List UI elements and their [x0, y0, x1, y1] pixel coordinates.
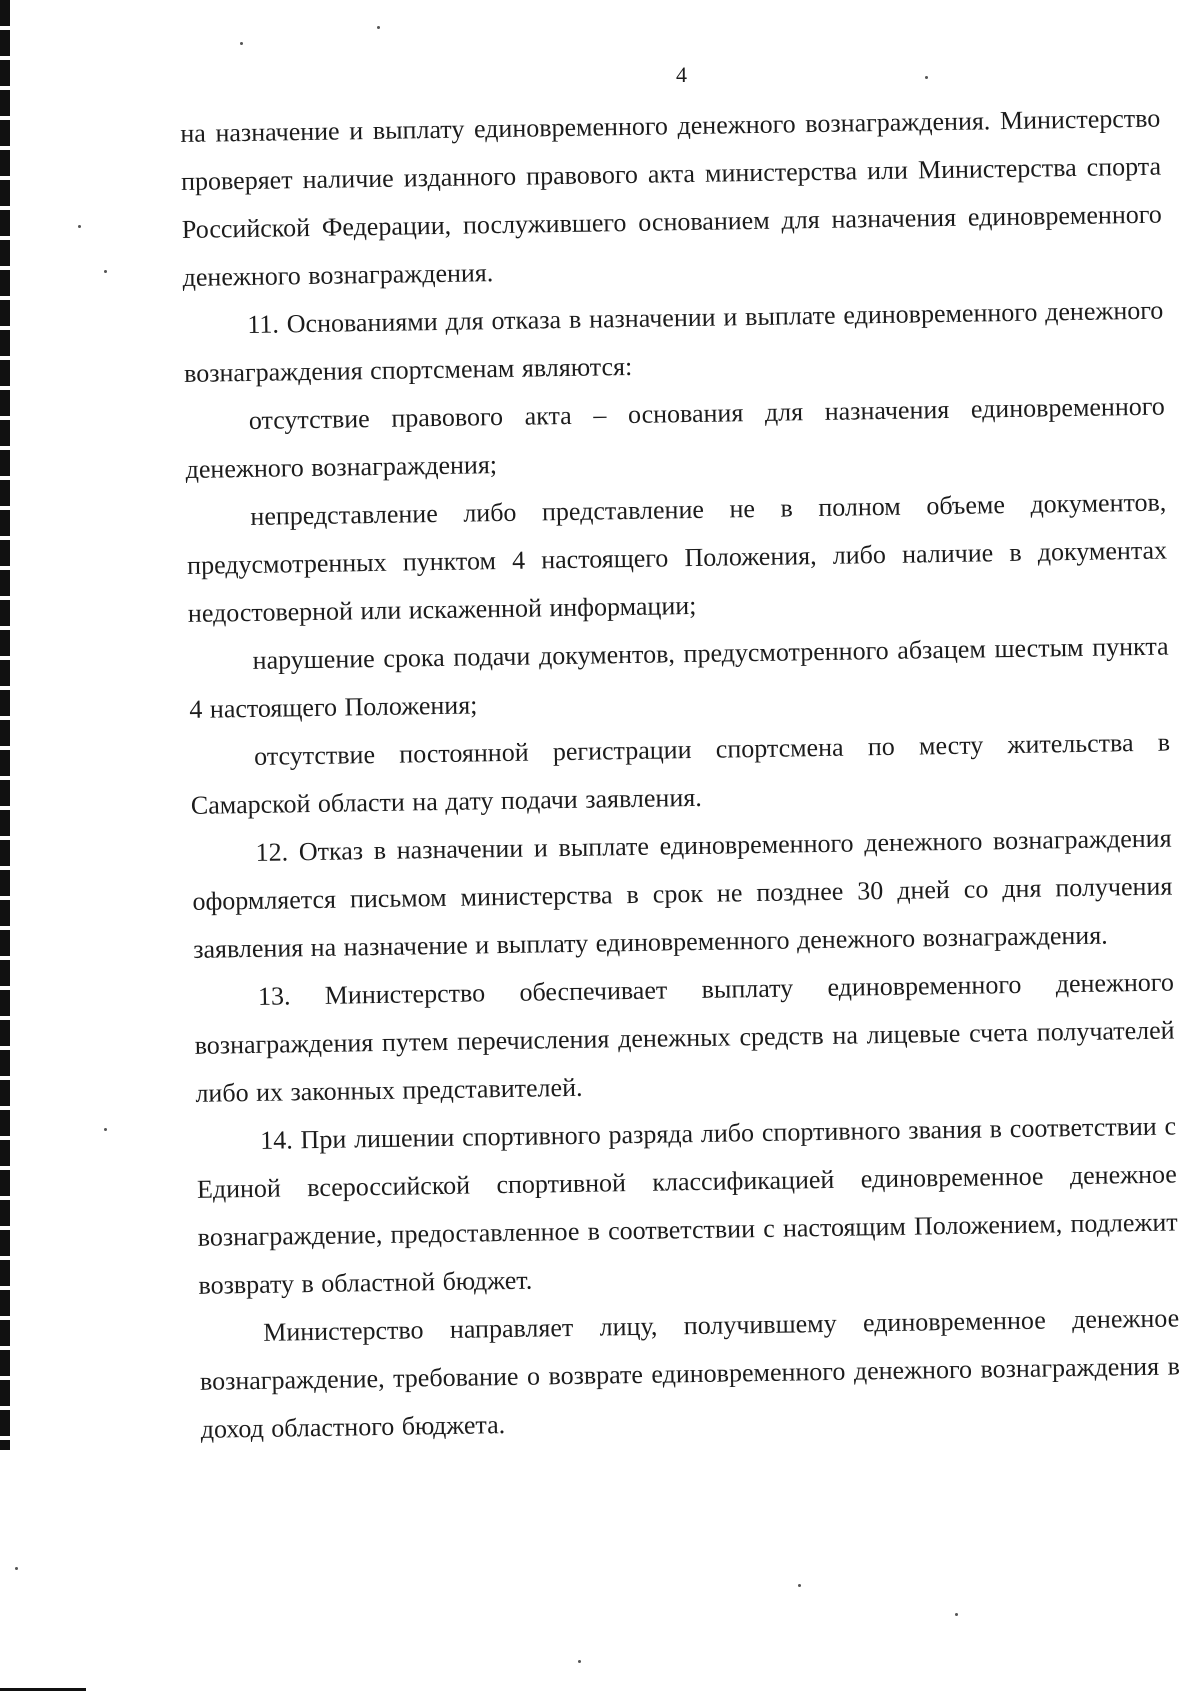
scan-speck [104, 1128, 107, 1131]
scan-speck [104, 270, 107, 273]
paragraph-reason-no-act: отсутствие правового акта – основания для назначения единовременного денежного вознаграждения; [185, 391, 1165, 484]
scan-speck [377, 26, 380, 29]
paragraph-reason-documents: непредставление либо представление не в полном объеме документов, предусмотренных пунктом 4 настоящего Положения, либо наличие в документах недостоверной или искаженной информации; [186, 487, 1168, 628]
page-number: 4 [676, 62, 687, 87]
paragraph-continuation: на назначение и выплату единовременного денежного вознаграждения. Министерство проверяет наличие изданного правового акта министерства или Министерства спорта Российской Федерации, послужившего основанием для назначения единовременного денежного вознаграждения. [180, 103, 1162, 292]
scan-speck [15, 1567, 18, 1570]
paragraph-return-demand: Министерство направляет лицу, получившему единовременное денежное вознаграждение, требование о возврате единовременного денежного вознаграждения в доход областного бюджета. [199, 1303, 1181, 1444]
scan-bottom-rule [0, 1688, 86, 1691]
scan-edge-bar [0, 0, 10, 1450]
paragraph-reason-registration: отсутствие постоянной регистрации спортсмена по месту жительства в Самарской области на дату подачи заявления. [190, 727, 1171, 820]
paragraph-item-11: 11. Основаниями для отказа в назначении и выплате единовременного денежного вознаграждения спортсменам являются: [183, 295, 1164, 388]
scan-speck [925, 76, 928, 79]
scan-speck [955, 1613, 958, 1616]
paragraph-reason-deadline: нарушение срока подачи документов, предусмотренного абзацем шестым пункта 4 настоящего Положения; [189, 631, 1169, 724]
scan-speck [240, 42, 243, 45]
scan-speck [78, 225, 81, 228]
document-body [180, 95, 1181, 1454]
paragraph-item-13: 13. Министерство обеспечивает выплату единовременного денежного вознаграждения путем перечисления денежных средств на лицевые счета получателей либо их законных представителей. [194, 967, 1175, 1108]
paragraph-item-14: 14. При лишении спортивного разряда либо спортивного звания в соответствии с Единой всероссийской спортивной классификацией единовременное денежное вознаграждение, предоставленное в соответствии с настоящим Положением, подлежит возврату в областной бюджет. [196, 1111, 1178, 1300]
paragraph-item-12: 12. Отказ в назначении и выплате единовременного денежного вознаграждения оформляется письмом министерства в срок не позднее 30 дней со дня получения заявления на назначение и выплату единовременного денежного вознаграждения. [192, 823, 1173, 964]
scan-speck [798, 1584, 801, 1587]
scan-speck [578, 1660, 581, 1663]
